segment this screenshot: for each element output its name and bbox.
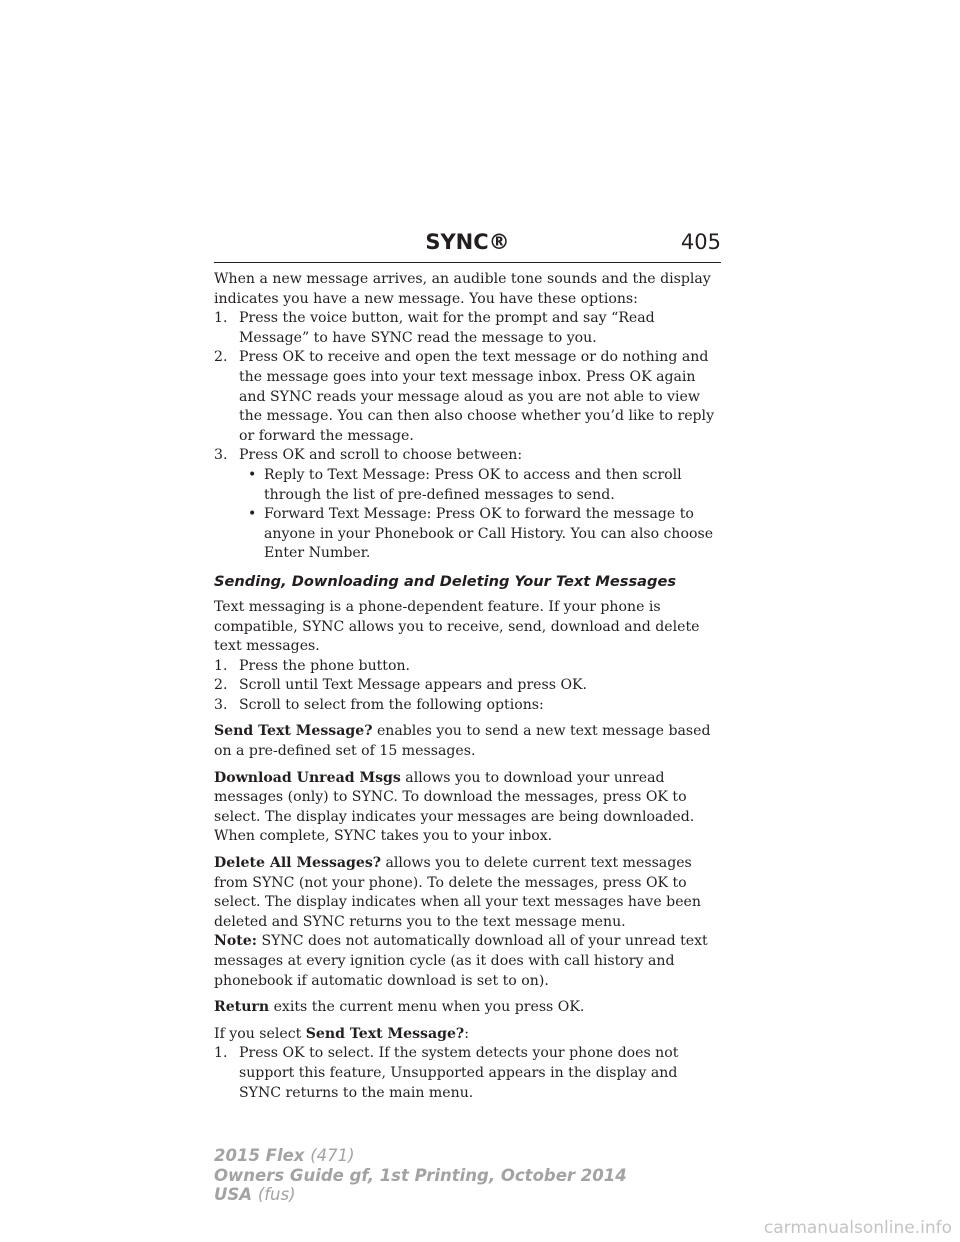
page-header — [214, 228, 721, 263]
list-number: 2. — [214, 677, 228, 694]
list-item — [214, 446, 721, 564]
list-number: 3. — [214, 447, 228, 464]
list-item — [214, 309, 721, 348]
footer-line-3 — [214, 1185, 627, 1205]
print-footer — [214, 1146, 627, 1205]
bullet-icon: • — [248, 466, 257, 483]
list-item — [214, 1044, 721, 1103]
options-list — [214, 309, 721, 564]
list-text: Press OK to receive and open the text message or do nothing and the message goes into your text message inbox. Press OK again and SYNC reads your message aloud as you are not able to view the message. You can then also choose whether you’d like to reply or forward the message. — [239, 349, 715, 444]
watermark-text: carmanualsonline.info — [763, 1218, 952, 1238]
term-label: Download Unread Msgs — [214, 769, 401, 786]
page-number: 405 — [680, 230, 721, 254]
footer-line-2: Owners Guide gf, 1st Printing, October 2014 — [214, 1165, 627, 1185]
list-text: Press OK to select. If the system detects your phone does not support this feature, Unsupported appears in the display and SYNC returns to the main menu. — [239, 1045, 679, 1101]
note-text: SYNC does not automatically download all of your unread text messages at every ignition cycle (as it does with call history and phonebook if automatic download is set to on). — [214, 933, 708, 989]
term-label: Send Text Message? — [214, 723, 373, 740]
bullet-item — [239, 505, 721, 564]
term-description: allows you to delete current text messages from SYNC (not your phone). To delete the messages, press OK to select. The display indicates when all your text messages have been deleted and SYNC returns you to the text message menu. — [214, 855, 701, 930]
intro-paragraph: When a new message arrives, an audible tone sounds and the display indicates you have a new message. You have these options: — [214, 271, 711, 307]
bullet-list — [239, 466, 721, 564]
send-text-paragraph — [214, 722, 721, 761]
list-number: 1. — [214, 1045, 228, 1062]
term-label: Return — [214, 999, 270, 1016]
list-number: 1. — [214, 310, 228, 327]
term-description: enables you to send a new text message based on a pre-defined set of 15 messages. — [214, 723, 711, 760]
list-text: Press OK and scroll to choose between: — [239, 447, 523, 464]
if-select-suffix: : — [464, 1025, 469, 1042]
list-number: 1. — [214, 657, 228, 674]
list-number: 2. — [214, 349, 228, 366]
if-select-prefix: If you select — [214, 1025, 306, 1042]
term-description: exits the current menu when you press OK. — [273, 999, 585, 1016]
section-title: SYNC® — [425, 230, 510, 254]
section-heading: Sending, Downloading and Deleting Your Text Messages — [214, 572, 677, 590]
return-paragraph — [214, 998, 721, 1018]
bullet-text: Forward Text Message: Press OK to forward the message to anyone in your Phonebook or Call History. You can also choose Enter Number. — [264, 506, 714, 562]
note-paragraph — [214, 932, 721, 991]
list-text: Scroll until Text Message appears and press OK. — [239, 677, 588, 694]
term-label: Delete All Messages? — [214, 855, 382, 872]
term-label: Send Text Message? — [305, 1025, 465, 1042]
footer-market: USA — [214, 1185, 253, 1204]
steps-list — [214, 657, 721, 716]
list-item — [214, 676, 721, 696]
list-item — [214, 696, 721, 716]
final-steps-list — [214, 1044, 721, 1103]
footer-market-code: (fus) — [257, 1185, 296, 1204]
footer-line-1 — [214, 1146, 627, 1166]
delete-paragraph — [214, 854, 721, 932]
download-paragraph — [214, 769, 721, 847]
list-text: Press the voice button, wait for the prompt and say “Read Message” to have SYNC read the message to you. — [239, 310, 655, 346]
list-text: Press the phone button. — [239, 657, 411, 674]
if-select-paragraph — [214, 1025, 721, 1045]
list-item — [214, 348, 721, 446]
bullet-item — [239, 466, 721, 505]
bullet-text: Reply to Text Message: Press OK to access and then scroll through the list of pre-defined messages to send. — [264, 466, 682, 503]
note-label: Note: — [214, 933, 257, 950]
list-text: Scroll to select from the following options: — [239, 696, 544, 713]
page-body — [214, 270, 721, 1103]
list-number: 3. — [214, 696, 228, 713]
section-paragraph: Text messaging is a phone-dependent feature. If your phone is compatible, SYNC allows you to receive, send, download and delete text messages. — [214, 598, 700, 655]
term-description: allows you to download your unread messages (only) to SYNC. To download the messages, press OK to select. The display indicates your messages are being downloaded. When complete, SYNC takes you to your inbox. — [214, 769, 695, 845]
footer-model: 2015 Flex — [214, 1146, 305, 1165]
bullet-icon: • — [248, 506, 257, 523]
footer-model-code: (471) — [310, 1146, 355, 1165]
list-item — [214, 657, 721, 677]
